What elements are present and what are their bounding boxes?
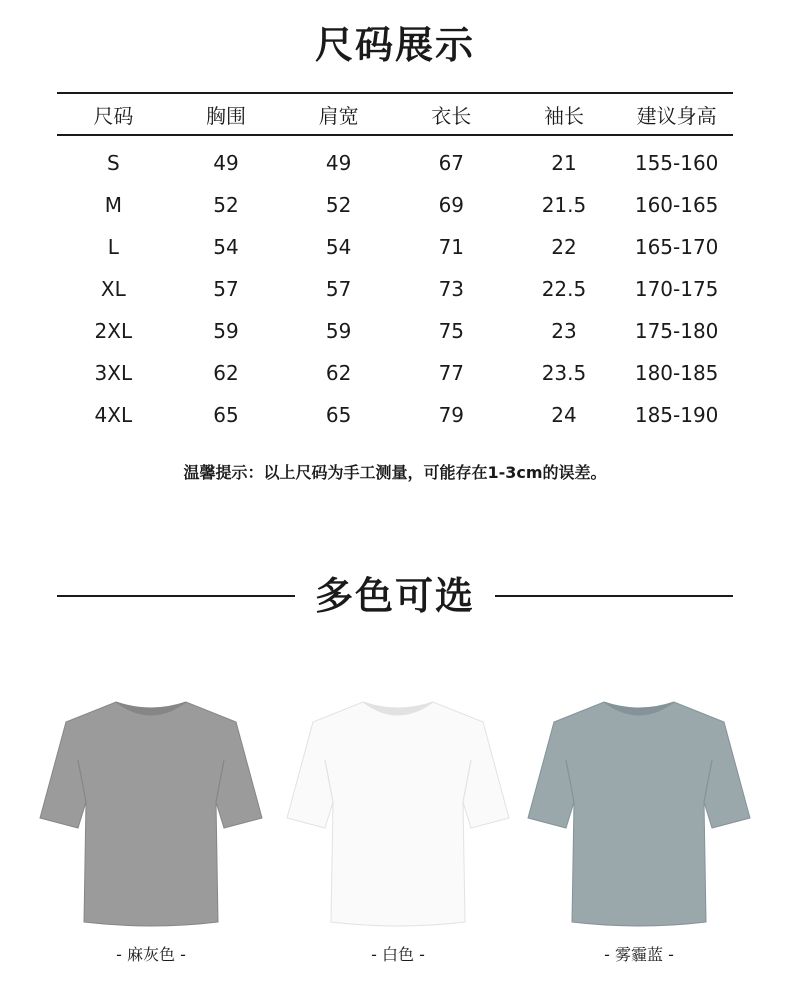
color-section-title: 多色可选 — [315, 574, 476, 618]
cell-chest: 57 — [213, 277, 239, 301]
cell-shoulder: 54 — [325, 235, 352, 259]
table-row — [57, 268, 733, 310]
cell-length: 67 — [438, 151, 465, 175]
cell-size: S — [106, 151, 120, 175]
cell-height: 155-160 — [634, 151, 719, 175]
cell-height: 160-165 — [634, 193, 719, 217]
cell-size: L — [107, 235, 119, 259]
cell-sleeve: 22 — [551, 235, 577, 259]
cell-chest: 49 — [213, 151, 239, 175]
measurement-note: 温馨提示：以上尺码为手工测量，可能存在1-3cm的误差。 — [183, 463, 607, 482]
color-swatch-white[interactable] — [285, 690, 511, 980]
cell-height: 165-170 — [634, 235, 719, 259]
cell-sleeve: 23 — [551, 319, 577, 343]
tshirt-icon — [285, 690, 511, 930]
table-row — [57, 226, 733, 268]
header-sleeve: 袖长 — [508, 93, 621, 135]
table-row — [57, 394, 733, 436]
cell-length: 71 — [438, 235, 465, 259]
cell-shoulder: 49 — [325, 151, 352, 175]
color-swatch-heather-grey[interactable] — [38, 690, 264, 980]
cell-chest: 54 — [213, 235, 239, 259]
header-shoulder: 肩宽 — [282, 93, 395, 135]
cell-height: 185-190 — [634, 403, 719, 427]
divider-right — [495, 595, 733, 597]
divider-left — [57, 595, 295, 597]
cell-sleeve: 23.5 — [541, 361, 587, 385]
cell-shoulder: 65 — [325, 403, 352, 427]
cell-chest: 52 — [213, 193, 239, 217]
cell-height: 180-185 — [634, 361, 719, 385]
size-section-title: 尺码展示 — [314, 23, 475, 67]
cell-shoulder: 62 — [325, 361, 352, 385]
cell-sleeve: 21 — [551, 151, 577, 175]
cell-shoulder: 57 — [325, 277, 352, 301]
cell-length: 73 — [438, 277, 465, 301]
cell-chest: 65 — [213, 403, 239, 427]
cell-height: 170-175 — [634, 277, 719, 301]
cell-size: M — [104, 193, 122, 217]
cell-length: 77 — [438, 361, 465, 385]
cell-size: XL — [100, 277, 126, 301]
cell-sleeve: 21.5 — [541, 193, 587, 217]
table-row — [57, 352, 733, 394]
swatch-label: - 雾霾蓝 - — [604, 945, 674, 964]
swatch-label: - 白色 - — [371, 945, 425, 964]
cell-sleeve: 24 — [551, 403, 577, 427]
cell-sleeve: 22.5 — [541, 277, 587, 301]
cell-height: 175-180 — [634, 319, 719, 343]
cell-length: 79 — [438, 403, 465, 427]
header-length: 衣长 — [395, 93, 508, 135]
table-header-row — [57, 93, 733, 135]
header-height: 建议身高 — [620, 93, 733, 135]
color-swatch-list — [38, 690, 758, 980]
cell-chest: 59 — [213, 319, 239, 343]
table-row — [57, 184, 733, 226]
header-chest: 胸围 — [170, 93, 283, 135]
swatch-label: - 麻灰色 - — [116, 945, 186, 964]
cell-shoulder: 59 — [325, 319, 352, 343]
cell-length: 69 — [438, 193, 465, 217]
cell-size: 4XL — [94, 403, 133, 427]
cell-size: 2XL — [94, 319, 133, 343]
tshirt-icon — [526, 690, 752, 930]
tshirt-icon — [38, 690, 264, 930]
cell-chest: 62 — [213, 361, 239, 385]
cell-size: 3XL — [94, 361, 133, 385]
table-row — [57, 310, 733, 352]
header-size: 尺码 — [57, 93, 170, 135]
table-row — [57, 135, 733, 184]
color-swatch-haze-blue[interactable] — [526, 690, 752, 980]
cell-length: 75 — [438, 319, 465, 343]
size-chart-table — [57, 92, 733, 436]
color-section-header — [57, 568, 733, 624]
cell-shoulder: 52 — [325, 193, 352, 217]
